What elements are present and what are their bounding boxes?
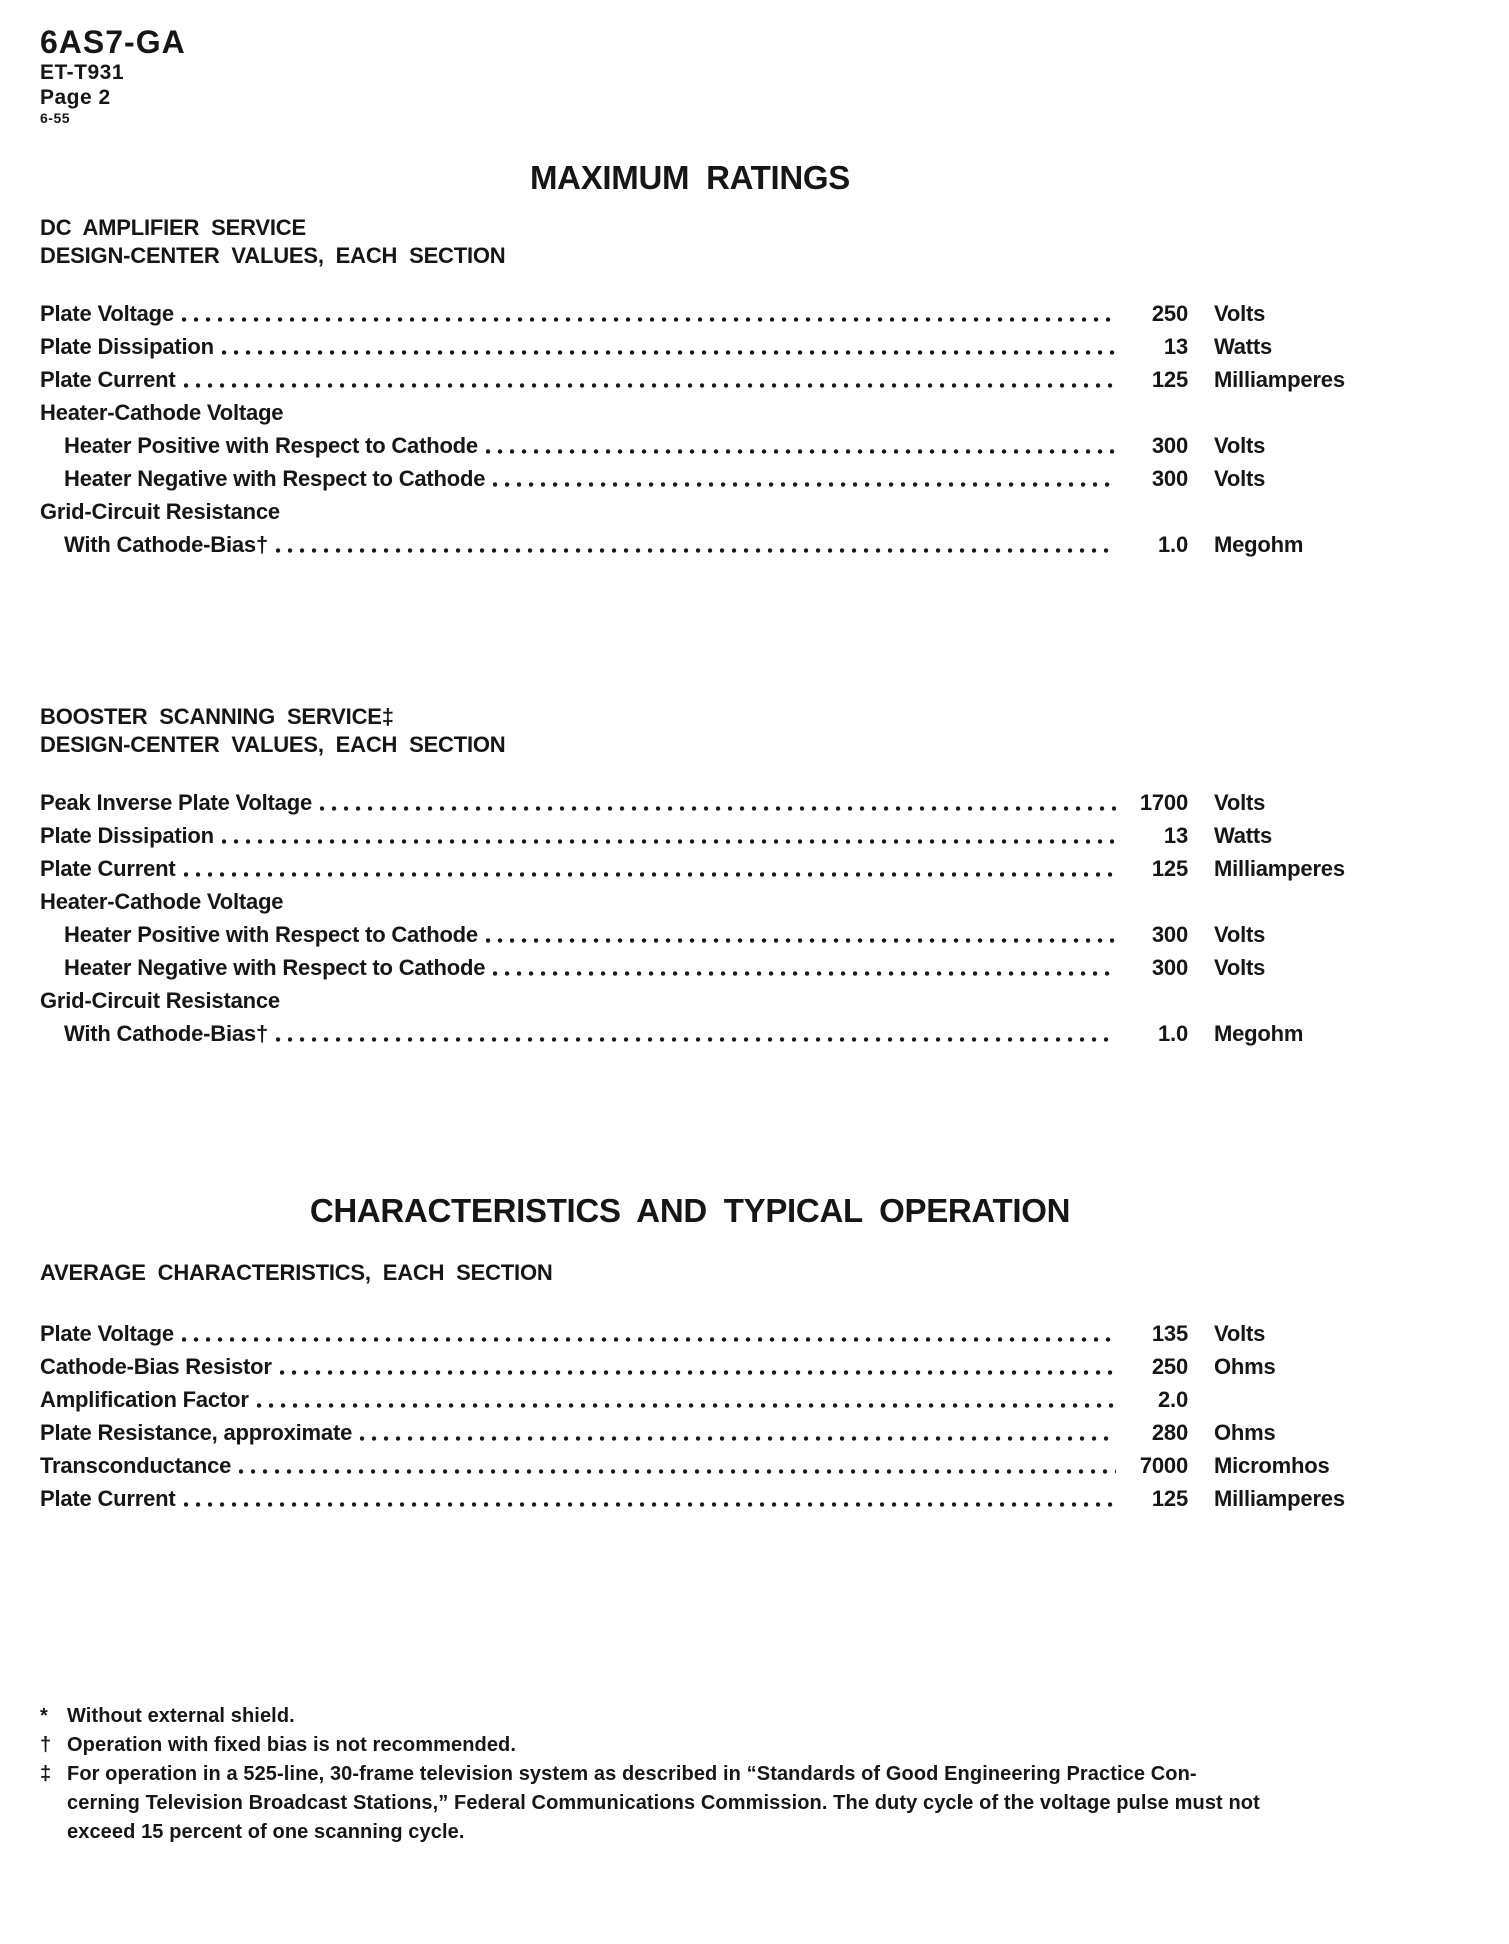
spec-rows	[40, 1314, 1494, 1512]
group-heading	[40, 703, 1494, 759]
dot-leader	[182, 1337, 1116, 1342]
spec-value: 280	[1151, 1420, 1188, 1445]
dot-leader	[276, 1037, 1116, 1042]
spec-section	[40, 1193, 1494, 1512]
tube-name: 6AS7-GA	[40, 24, 186, 60]
spec-value: 7000	[1139, 1453, 1188, 1478]
group-heading-line: BOOSTER SCANNING SERVICE‡	[40, 704, 394, 729]
spec-row	[40, 783, 1494, 816]
spec-label: Amplification Factor	[40, 1387, 249, 1412]
spec-row	[40, 981, 1494, 1014]
spec-unit: Milliamperes	[1214, 367, 1345, 392]
spec-value: 300	[1151, 922, 1188, 947]
group-heading	[40, 1259, 1494, 1287]
spec-value: 1700	[1139, 790, 1188, 815]
spec-unit: Watts	[1214, 823, 1273, 848]
spec-label: Heater Positive with Respect to Cathode	[64, 433, 478, 458]
footnote-line: For operation in a 525-line, 30-frame television system as described in “Standards of Good Engineering Practice Con-	[67, 1763, 1197, 1785]
spec-section	[40, 160, 1494, 1047]
spec-label: Heater Negative with Respect to Cathode	[64, 955, 486, 980]
dot-leader	[257, 1403, 1116, 1408]
spec-label: With Cathode-Bias†	[64, 1021, 268, 1046]
spec-row	[40, 393, 1494, 426]
spec-row	[40, 948, 1494, 981]
spec-label: Transconductance	[40, 1453, 232, 1478]
dot-leader	[222, 350, 1116, 355]
spec-value: 300	[1151, 433, 1188, 458]
footnote-text	[67, 1702, 1494, 1731]
spec-value: 250	[1151, 301, 1188, 326]
spec-row	[40, 1380, 1494, 1413]
spec-label: Plate Current	[40, 367, 176, 392]
spec-unit: Volts	[1214, 433, 1266, 458]
spec-unit: Milliamperes	[1214, 1486, 1345, 1511]
group-heading-line: DESIGN-CENTER VALUES, EACH SECTION	[40, 732, 506, 757]
spec-unit: Volts	[1214, 922, 1266, 947]
dot-leader	[486, 449, 1116, 454]
dot-leader	[184, 383, 1116, 388]
section-title: MAXIMUM RATINGS	[529, 159, 851, 196]
spec-value: 135	[1151, 1321, 1188, 1346]
footnote	[40, 1760, 1494, 1847]
spec-value: 125	[1151, 1486, 1188, 1511]
spec-value: 300	[1151, 955, 1188, 980]
spec-row	[40, 1446, 1494, 1479]
spec-row	[40, 294, 1494, 327]
dot-leader	[320, 806, 1116, 811]
spec-value: 125	[1151, 367, 1188, 392]
spec-unit: Volts	[1214, 466, 1266, 491]
spec-unit: Volts	[1214, 1321, 1266, 1346]
spec-label: Heater Positive with Respect to Cathode	[64, 922, 478, 947]
spec-unit: Milliamperes	[1214, 856, 1345, 881]
spec-unit: Megohm	[1214, 1021, 1304, 1046]
spec-label: Plate Dissipation	[40, 334, 214, 359]
spec-row	[40, 1014, 1494, 1047]
page-header	[40, 24, 1494, 126]
spec-unit: Watts	[1214, 334, 1273, 359]
spec-value: 125	[1151, 856, 1188, 881]
spec-label: Plate Current	[40, 1486, 176, 1511]
spec-label: Plate Dissipation	[40, 823, 214, 848]
dot-leader	[184, 1502, 1116, 1507]
doc-number: ET-T931	[40, 61, 125, 84]
spec-value: 1.0	[1158, 532, 1188, 557]
dot-leader	[182, 317, 1116, 322]
footnote-text	[67, 1731, 1494, 1760]
spec-unit: Megohm	[1214, 532, 1304, 557]
footnote-symbol: †	[40, 1734, 52, 1756]
spec-value: 13	[1163, 334, 1188, 359]
spec-groups	[40, 1259, 1494, 1512]
spec-label: Plate Voltage	[40, 1321, 174, 1346]
spec-row	[40, 1413, 1494, 1446]
spec-row	[40, 459, 1494, 492]
spec-label: Heater-Cathode Voltage	[40, 889, 284, 914]
spec-label: Heater Negative with Respect to Cathode	[64, 466, 486, 491]
spec-unit: Volts	[1214, 955, 1266, 980]
spec-label: Grid-Circuit Resistance	[40, 499, 280, 524]
footnote-line: exceed 15 percent of one scanning cycle.	[67, 1821, 465, 1843]
issue-date: 6-55	[40, 110, 71, 126]
spec-row	[40, 915, 1494, 948]
group-heading	[40, 214, 1494, 270]
dot-leader	[486, 938, 1116, 943]
page-number: Page 2	[40, 86, 111, 109]
footnote	[40, 1702, 1494, 1731]
spec-group	[40, 1259, 1494, 1512]
dot-leader	[276, 548, 1116, 553]
spec-row	[40, 816, 1494, 849]
footnote-symbol: *	[40, 1705, 48, 1727]
spec-unit: Volts	[1214, 790, 1266, 815]
dot-leader	[222, 839, 1116, 844]
spec-label: Cathode-Bias Resistor	[40, 1354, 272, 1379]
spec-value: 250	[1151, 1354, 1188, 1379]
spec-label: With Cathode-Bias†	[64, 532, 268, 557]
dot-leader	[493, 482, 1116, 487]
group-heading-line: AVERAGE CHARACTERISTICS, EACH SECTION	[40, 1260, 553, 1285]
footnote-line: cerning Television Broadcast Stations,” Federal Communications Commission. The duty cycle of the voltage pulse must not	[67, 1792, 1260, 1814]
spec-row	[40, 849, 1494, 882]
spec-row	[40, 492, 1494, 525]
footnote-line: Without external shield.	[67, 1705, 295, 1727]
spec-value: 300	[1151, 466, 1188, 491]
dot-leader	[360, 1436, 1116, 1441]
spec-label: Plate Resistance, approximate	[40, 1420, 353, 1445]
spec-row	[40, 1347, 1494, 1380]
footnote-symbol: ‡	[40, 1763, 52, 1785]
dot-leader	[493, 971, 1116, 976]
spec-row	[40, 882, 1494, 915]
footnote-text	[67, 1760, 1494, 1847]
spec-row	[40, 360, 1494, 393]
spec-value: 1.0	[1158, 1021, 1188, 1046]
spec-value: 13	[1163, 823, 1188, 848]
footnotes	[40, 1702, 1494, 1847]
spec-label: Peak Inverse Plate Voltage	[40, 790, 312, 815]
spec-row	[40, 1479, 1494, 1512]
spec-unit: Micromhos	[1214, 1453, 1330, 1478]
dot-leader	[184, 872, 1116, 877]
spec-label: Grid-Circuit Resistance	[40, 988, 280, 1013]
spec-unit: Ohms	[1214, 1420, 1276, 1445]
footnote	[40, 1731, 1494, 1760]
spec-rows	[40, 783, 1494, 1047]
footnote-line: Operation with fixed bias is not recommended.	[67, 1734, 517, 1756]
spec-unit: Volts	[1214, 301, 1266, 326]
spec-row	[40, 525, 1494, 558]
dot-leader	[280, 1370, 1116, 1375]
spec-row	[40, 1314, 1494, 1347]
spec-group	[40, 214, 1494, 558]
spec-row	[40, 426, 1494, 459]
spec-value: 2.0	[1158, 1387, 1188, 1412]
spec-label: Heater-Cathode Voltage	[40, 400, 284, 425]
group-heading-line: DESIGN-CENTER VALUES, EACH SECTION	[40, 243, 506, 268]
spec-group	[40, 703, 1494, 1047]
group-heading-line: DC AMPLIFIER SERVICE	[40, 215, 306, 240]
section-title: CHARACTERISTICS AND TYPICAL OPERATION	[309, 1192, 1071, 1229]
spec-groups	[40, 214, 1494, 1047]
spec-rows	[40, 294, 1494, 558]
spec-row	[40, 327, 1494, 360]
spec-label: Plate Voltage	[40, 301, 174, 326]
spec-sections	[40, 160, 1494, 1512]
spec-unit: Ohms	[1214, 1354, 1276, 1379]
dot-leader	[239, 1469, 1116, 1474]
spec-label: Plate Current	[40, 856, 176, 881]
